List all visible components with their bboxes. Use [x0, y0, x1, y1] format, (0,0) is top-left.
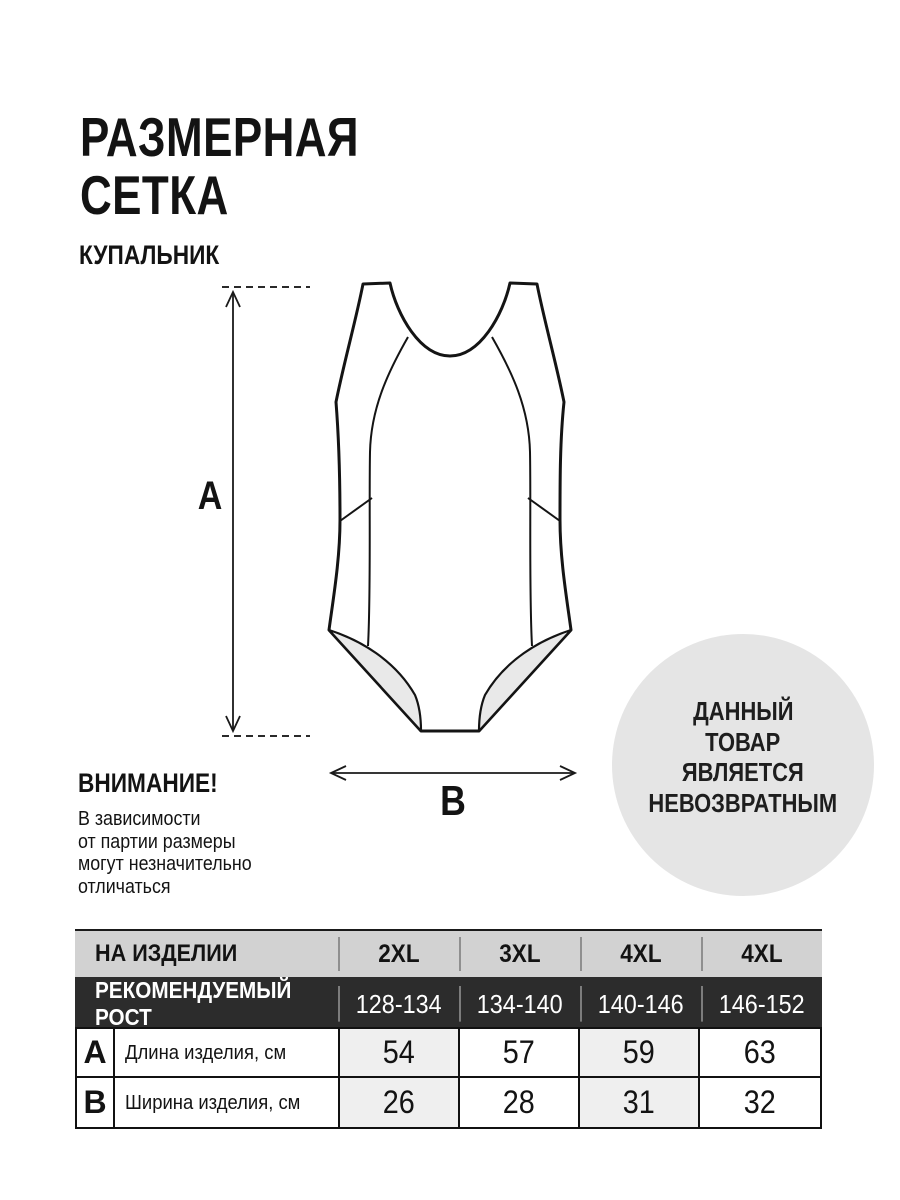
value-cell: 26	[340, 1078, 460, 1127]
warning-note	[78, 768, 278, 898]
warning-line: В зависимости	[78, 807, 201, 830]
badge-line: ДАННЫЙ	[692, 698, 794, 726]
page-title-line1: РАЗМЕРНАЯ	[80, 106, 359, 168]
size-table-body	[75, 1027, 822, 1129]
height-range: 128-134	[338, 977, 459, 1031]
value-cell: 32	[743, 1084, 777, 1120]
size-table-header-row	[75, 929, 822, 977]
non-returnable-badge	[612, 634, 874, 896]
value-cell: 59	[580, 1029, 700, 1076]
warning-line: отличаться	[78, 874, 171, 898]
height-range: 134-140	[459, 977, 580, 1031]
row-label: Ширина изделия, см	[115, 1078, 340, 1127]
recommended-height-row	[75, 977, 822, 1030]
header-size: 3XL	[459, 931, 580, 977]
table-row-width	[77, 1078, 820, 1127]
badge-line: ТОВАР	[705, 728, 781, 757]
header-on-product: НА ИЗДЕЛИИ	[95, 940, 238, 967]
row-letter: A	[77, 1029, 115, 1076]
header-size: 2XL	[338, 931, 459, 977]
dim-a-label: A	[197, 474, 223, 518]
height-range: 146-152	[701, 977, 822, 1031]
warning-line: от партии размеры	[78, 829, 236, 853]
page-title	[80, 108, 359, 224]
warning-line: могут незначительно	[78, 852, 252, 875]
table-row-length	[77, 1029, 820, 1078]
height-range: 140-146	[580, 977, 701, 1031]
value-cell: 57	[460, 1029, 580, 1076]
product-type-label: КУПАЛЬНИК	[79, 240, 220, 270]
value-cell: 54	[340, 1029, 460, 1076]
badge-line: ЯВЛЯЕТСЯ	[682, 759, 804, 787]
row-label: Длина изделия, см	[115, 1029, 340, 1076]
warning-heading: ВНИМАНИЕ!	[78, 768, 218, 798]
value-cell: 28	[460, 1078, 580, 1127]
value-cell: 63	[743, 1034, 777, 1070]
header-size: 4XL	[701, 931, 822, 977]
header-size: 4XL	[580, 931, 701, 977]
dim-b-label: B	[440, 777, 466, 824]
value-cell: 31	[580, 1078, 700, 1127]
badge-line: НЕВОЗВРАТНЫМ	[648, 789, 838, 818]
row-letter: B	[77, 1078, 115, 1127]
size-table	[75, 929, 822, 1129]
page-title-line2: СЕТКА	[80, 164, 229, 226]
recommended-height-label: РЕКОМЕНДУЕМЫЙ РОСТ	[95, 977, 292, 1030]
